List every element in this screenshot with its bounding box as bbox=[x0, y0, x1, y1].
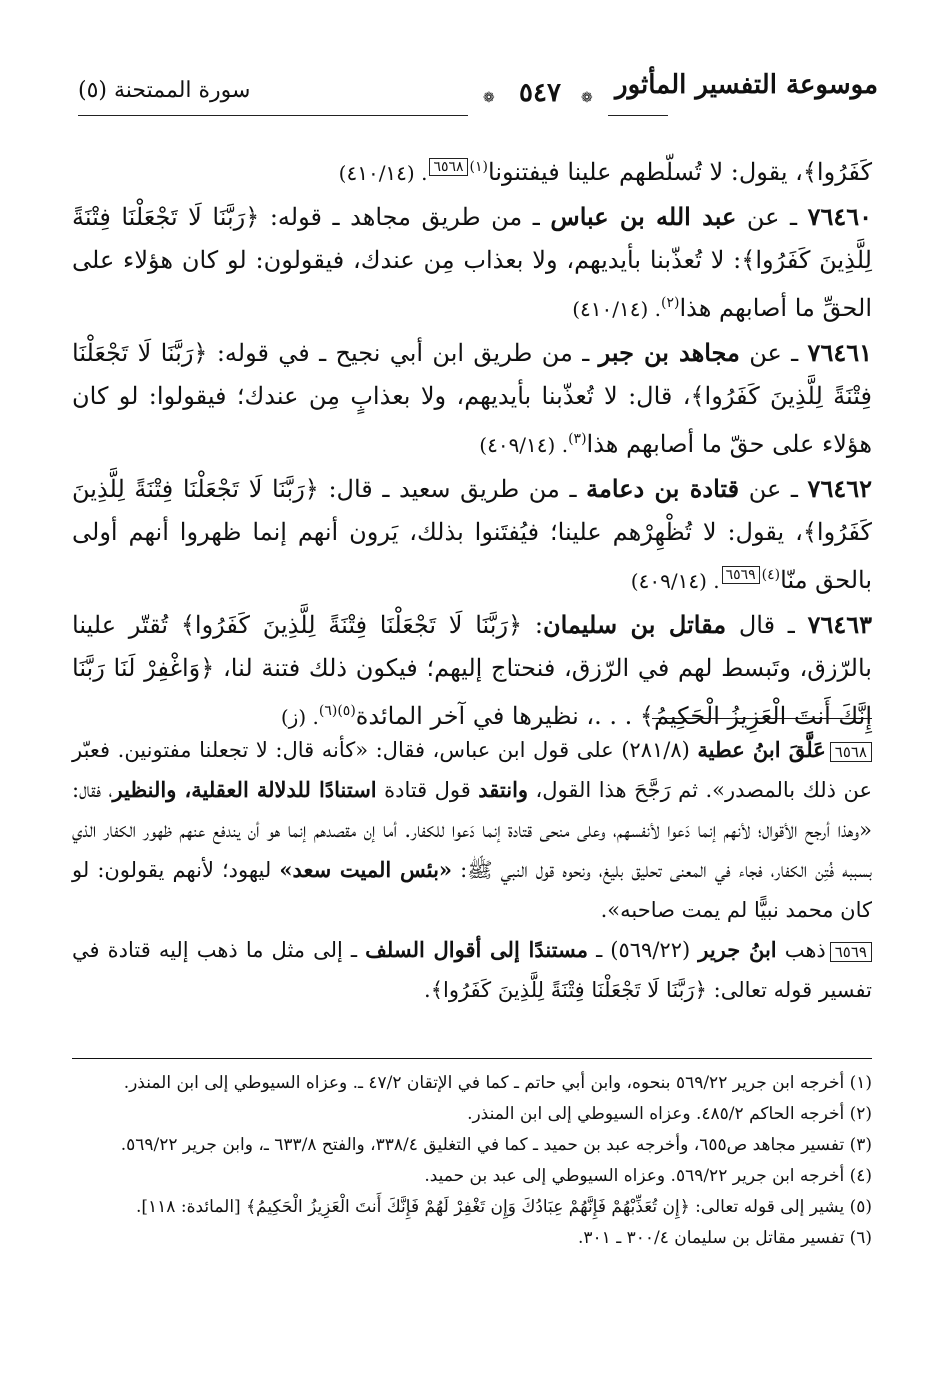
narration-number: ٧٦٤٦٠ bbox=[807, 202, 873, 231]
commentary-section bbox=[72, 730, 872, 1010]
narration-number: ٧٦٤٦١ bbox=[807, 338, 872, 367]
narration-text: : ﴿رَبَّنَا لَا تَجْعَلْنَا فِتْنَةً لِلَّذِينَ كَفَرُوا﴾ تُقتّر علينا بالرّزق، وتَبسط لهم في الرّزق، فنحتاج إليهم؛ فيكون ذلك فتنة لنا، ﴿وَاغْفِرْ لَنَا رَبَّنَا إِنَّكَ أَنتَ الْعَزِيزُ الْحَكِيمُ﴾ . . .، نظيرها في آخر المائدة bbox=[72, 611, 872, 730]
footnote-ref[interactable]: (١) bbox=[469, 159, 488, 175]
volume-ref: . (٤١٠/١٤) bbox=[338, 161, 428, 185]
narrator-name: مقاتل بن سليمان bbox=[542, 610, 727, 639]
footnote-ref[interactable]: (٤) bbox=[761, 567, 781, 583]
book-title: موسوعة التفسير المأثور bbox=[615, 70, 878, 100]
page-number-block bbox=[483, 78, 603, 110]
volume-ref: . (٤٠٩/١٤) bbox=[479, 433, 569, 457]
narration-text: ـ من طريق ابن أبي نجيح ـ في قوله: ﴿رَبَّنَا لَا تَجْعَلْنَا فِتْنَةً لِلَّذِينَ كَفَرُوا﴾، قال: لا تُعذّبنا بأيديهم، ولا بعذابٍ مِن عندك؛ فيقولوا: لو كان هؤلاء على حقّ ما أصابهم هذا bbox=[72, 339, 872, 458]
commentary-number-box: ٦٥٦٩ bbox=[830, 942, 872, 962]
surah-label: سورة الممتحنة (٥) bbox=[78, 78, 251, 103]
footnote-ref[interactable]: (٢) bbox=[660, 295, 680, 311]
header-rule bbox=[608, 115, 668, 116]
footnote-ref[interactable]: (٥)(٦) bbox=[318, 703, 356, 719]
narrator-name: مجاهد بن جبر bbox=[598, 338, 740, 367]
page-number: ٥٤٧ bbox=[519, 78, 561, 108]
footnotes-separator bbox=[72, 1058, 872, 1059]
narration-number: ٧٦٤٦٢ bbox=[807, 474, 872, 503]
commentary-ref-box[interactable]: ٦٥٦٨ bbox=[429, 158, 467, 176]
narrator-name: عبد الله بن عباس bbox=[550, 202, 737, 231]
footnote: (١) أخرجه ابن جرير ٥٦٩/٢٢ بنحوه، وابن أبي حاتم ـ كما في الإتقان ٤٧/٢ ـ. وعزاه السيوطي إلى ابن المنذر. bbox=[123, 1073, 872, 1093]
volume-ref: . (ز) bbox=[280, 705, 319, 729]
narration-text: ـ من طريق سعيد ـ قال: ﴿رَبَّنَا لَا تَجْعَلْنَا فِتْنَةً لِلَّذِينَ كَفَرُوا﴾، يقول: لا تُظْهِرْهم علينا؛ فيُفتَنوا بذلك، يَرون أنهم إنما ظهروا أنهم أولى بالحق منّا bbox=[72, 475, 872, 594]
page-header bbox=[78, 60, 878, 130]
volume-ref: . (٤١٠/١٤) bbox=[572, 297, 661, 321]
commentary-ref-box[interactable]: ٦٥٦٩ bbox=[722, 566, 760, 584]
header-rule bbox=[78, 115, 468, 116]
narration: ٧٦٤٦٠ ـ عن عبد الله بن عباس ـ من طريق مجاهد ـ قوله: ﴿رَبَّنَا لَا تَجْعَلْنَا فِتْنَةً لِلَّذِينَ كَفَرُوا﴾: لا تُعذّبنا بأيديهم، ولا بعذاب مِن عندك، فيقولون: لو كان هؤلاء على الحقِّ ما أصابهم هذا$^{(٢)}$. (٤١٠/١٤) bbox=[72, 202, 873, 322]
narration-number: ٧٦٤٦٣ bbox=[807, 610, 873, 639]
volume-ref: . (٤٠٩/١٤) bbox=[630, 569, 720, 593]
footnote-ref[interactable]: (٣) bbox=[568, 431, 587, 447]
ornament-icon: ❁ bbox=[483, 90, 495, 106]
narration: ٧٦٤٦١ ـ عن مجاهد بن جبر ـ من طريق ابن أبي نجيح ـ في قوله: ﴿رَبَّنَا لَا تَجْعَلْنَا فِتْنَةً لِلَّذِينَ كَفَرُوا﴾، قال: لا تُعذّبنا بأيديهم، ولا بعذابٍ مِن عندك؛ فيقولوا: لو كان هؤلاء على حقّ ما أصابهم هذا$^{(٣)}$. (٤٠٩/١٤) bbox=[72, 338, 872, 458]
footnote: (٤) أخرجه ابن جرير ٥٦٩/٢٢. وعزاه السيوطي إلى عبد بن حميد. bbox=[424, 1166, 872, 1186]
ornament-icon: ❁ bbox=[581, 90, 593, 106]
narration-continuation: كَفَرُوا﴾، يقول: لا تُسلّطهم علينا فيفتنونا$^{(١)}$٦٥٦٨. (٤١٠/١٤) bbox=[338, 158, 872, 186]
commentary-number-box: ٦٥٦٨ bbox=[830, 742, 872, 762]
narration: ٧٦٤٦٣ ـ قال مقاتل بن سليمان: ﴿رَبَّنَا لَا تَجْعَلْنَا فِتْنَةً لِلَّذِينَ كَفَرُوا﴾ تُقتّر علينا بالرّزق، وتَبسط لهم في الرّزق، فنحتاج إليهم؛ فيكون ذلك فتنة لنا، ﴿وَاغْفِرْ لَنَا رَبَّنَا إِنَّكَ أَنتَ الْعَزِيزُ الْحَكِيمُ﴾ . . .، نظيرها في آخر المائدة$^{(٥)(٦)}$. (ز) bbox=[72, 610, 873, 730]
commentary-separator bbox=[652, 718, 872, 719]
footnote: (٢) أخرجه الحاكم ٤٨٥/٢. وعزاه السيوطي إلى ابن المنذر. bbox=[467, 1104, 872, 1124]
footnote: (٦) تفسير مقاتل بن سليمان ٣٠٠/٤ ـ ٣٠١. bbox=[578, 1228, 872, 1248]
footnotes bbox=[72, 1068, 872, 1254]
narration-text: ـ من طريق مجاهد ـ قوله: ﴿رَبَّنَا لَا تَجْعَلْنَا فِتْنَةً لِلَّذِينَ كَفَرُوا﴾: لا تُعذّبنا بأيديهم، ولا بعذاب مِن عندك، فيقولون: لو كان هؤلاء على الحقِّ ما أصابهم هذا bbox=[72, 203, 872, 322]
commentary-paragraph: ٦٥٦٩ذهب ابنُ جرير (٥٦٩/٢٢) ـ مستندًا إلى أقوال السلف ـ إلى مثل ما ذهب إليه قتادة في تفسير قوله تعالى: ﴿رَبَّنَا لَا تَجْعَلْنَا فِتْنَةً لِلَّذِينَ كَفَرُوا﴾. bbox=[72, 937, 872, 1002]
narrator-name: قتادة بن دعامة bbox=[586, 474, 740, 503]
commentary-paragraph: ٦٥٦٨عَلَّقَ ابنُ عطية (٢٨١/٨) على قول ابن عباس، فقال: «كأنه قال: لا تجعلنا مفتونين. فعبّر عن ذلك بالمصدر». ثم رَجَّحَ هذا القول، وانتقد قول قتادة استنادًا للدلالة العقلية، والنظير، فقال: «وهذا أرجح الأقوال؛ لأنهم إنما دَعوا لأنفسهم، وعلى منحى قتادة إنما دَعوا للكفار. أما إن مقصدهم إنما هو أن يندفع عنهم ظهور الكفار الذي بسببه فُتِن الكفار، فجاء في المعنى تحليق بليغ، ونحوه قول النبي ﷺ: «بئس الميت سعد» ليهود؛ لأنهم يقولون: لو كان محمد نبيًّا لم يمت صاحبه». bbox=[72, 737, 872, 922]
footnote: (٥) يشير إلى قوله تعالى: ﴿إِن تُعَذِّبْهُمْ فَإِنَّهُمْ عِبَادُكَ وَإِن تَغْفِرْ لَهُمْ فَإِنَّكَ أَنتَ الْعَزِيزُ الْحَكِيمُ﴾ [المائدة: ١١٨]. bbox=[136, 1197, 872, 1217]
footnote: (٣) تفسير مجاهد ص٦٥٥، وأخرجه عبد بن حميد ـ كما في التغليق ٣٣٨/٤، والفتح ٦٣٣/٨ ـ، وابن جرير ٥٦٩/٢٢. bbox=[120, 1135, 872, 1155]
narration: ٧٦٤٦٢ ـ عن قتادة بن دعامة ـ من طريق سعيد ـ قال: ﴿رَبَّنَا لَا تَجْعَلْنَا فِتْنَةً لِلَّذِينَ كَفَرُوا﴾، يقول: لا تُظْهِرْهم علينا؛ فيُفتَنوا بذلك، يَرون أنهم إنما ظهروا أنهم أولى بالحق منّا$^{(٤)}$٦٥٦٩. (٤٠٩/١٤) bbox=[72, 474, 872, 594]
narrations bbox=[72, 146, 872, 739]
